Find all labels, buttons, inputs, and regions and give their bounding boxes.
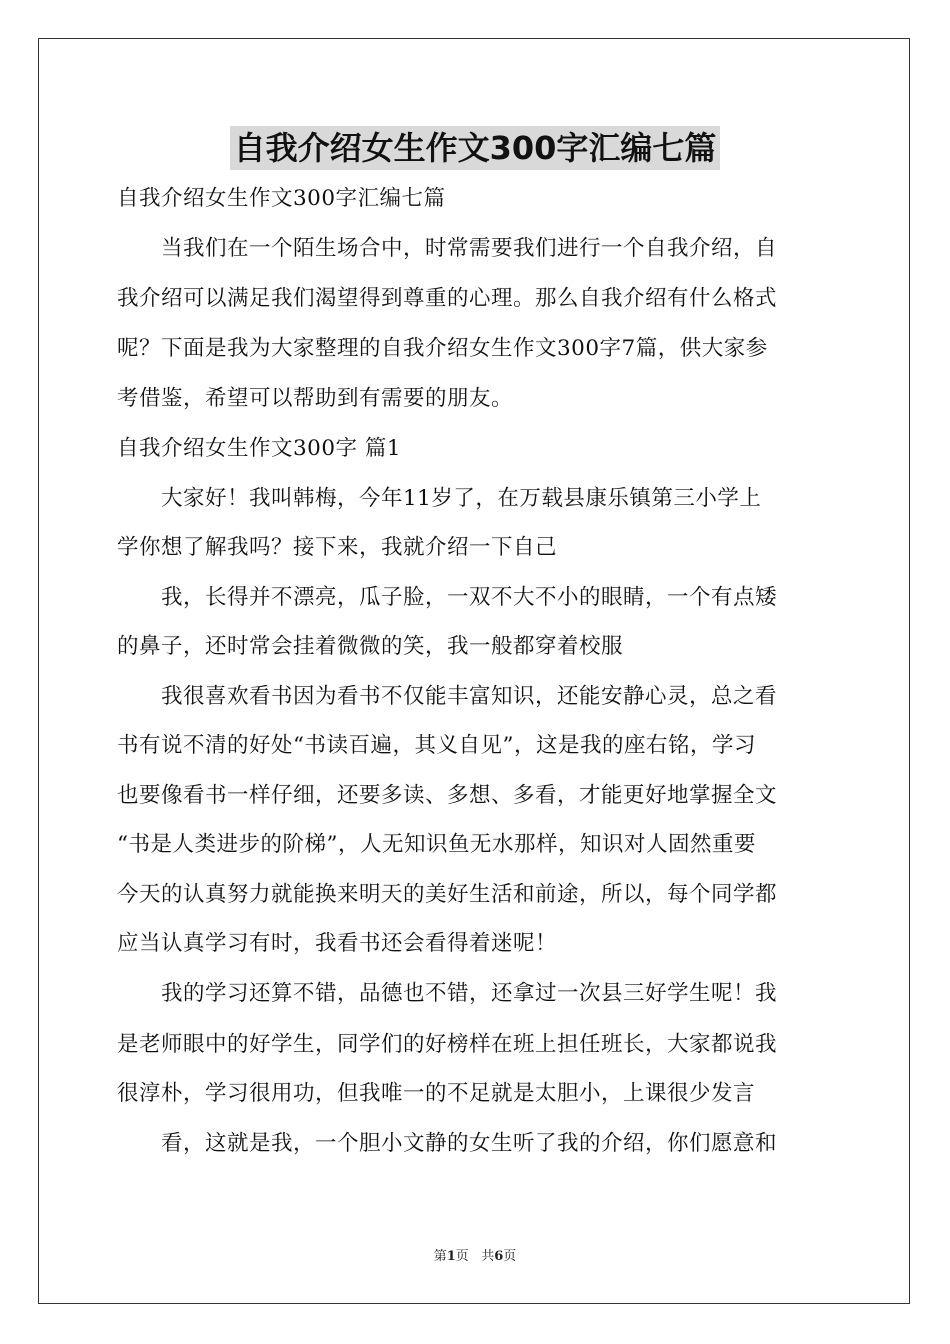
footer-total-prefix: 共 [481, 1249, 495, 1264]
body-line: 呢？下面是我为大家整理的自我介绍女生作文300字7篇，供大家参 [117, 336, 768, 361]
body-line: 应当认真学习有时，我看书还会看得着迷呢！ [117, 931, 558, 956]
section-heading: 自我介绍女生作文300字 篇1 [117, 436, 402, 461]
footer-total-suffix: 页 [503, 1249, 517, 1264]
subtitle-line: 自我介绍女生作文300字汇编七篇 [117, 186, 446, 211]
footer-page-current: 1 [446, 1249, 456, 1264]
body-line: 我，长得并不漂亮，瓜子脸，一双不大不小的眼睛，一个有点矮 [117, 585, 778, 610]
document-title: 自我介绍女生作文300字汇编七篇 [230, 126, 721, 170]
body-line: 当我们在一个陌生场合中，时常需要我们进行一个自我介绍，自 [117, 236, 778, 261]
body-line: 看，这就是我，一个胆小文静的女生听了我的介绍，你们愿意和 [117, 1131, 778, 1156]
footer-page-total: 6 [494, 1249, 504, 1264]
body-line: 大家好！我叫韩梅，今年11岁了，在万载县康乐镇第三小学上 [117, 486, 762, 511]
body-line: 学你想了解我吗？接下来，我就介绍一下自己 [117, 535, 558, 560]
body-line: 考借鉴，希望可以帮助到有需要的朋友。 [117, 386, 514, 411]
title-wrap [0, 126, 950, 170]
body-line: 我很喜欢看书因为看书不仅能丰富知识，还能安静心灵，总之看 [117, 684, 778, 709]
body-line: 也要像看书一样仔细，还要多读、多想、多看，才能更好地掌握全文 [117, 783, 778, 808]
body-line: 是老师眼中的好学生，同学们的好榜样在班上担任班长，大家都说我 [117, 1032, 778, 1057]
body-line: 我的学习还算不错，品德也不错，还拿过一次县三好学生呢！我 [117, 981, 778, 1006]
footer-page-suffix: 页 [455, 1249, 469, 1264]
body-line: 很淳朴，学习很用功，但我唯一的不足就是太胆小，上课很少发言 [117, 1081, 756, 1106]
body-line: 我介绍可以满足我们渴望得到尊重的心理。那么自我介绍有什么格式 [117, 286, 778, 311]
body-line: “书是人类进步的阶梯”，人无知识鱼无水那样，知识对人固然重要 [117, 832, 756, 857]
footer-page-prefix: 第 [433, 1249, 447, 1264]
body-line: 的鼻子，还时常会挂着微微的笑，我一般都穿着校服 [117, 634, 624, 659]
page-footer [0, 1248, 950, 1266]
body-line: 书有说不清的好处“书读百遍，其义自见”，这是我的座右铭，学习 [117, 733, 756, 758]
page-border [38, 38, 910, 1304]
body-line: 今天的认真努力就能换来明天的美好生活和前途，所以，每个同学都 [117, 882, 778, 907]
